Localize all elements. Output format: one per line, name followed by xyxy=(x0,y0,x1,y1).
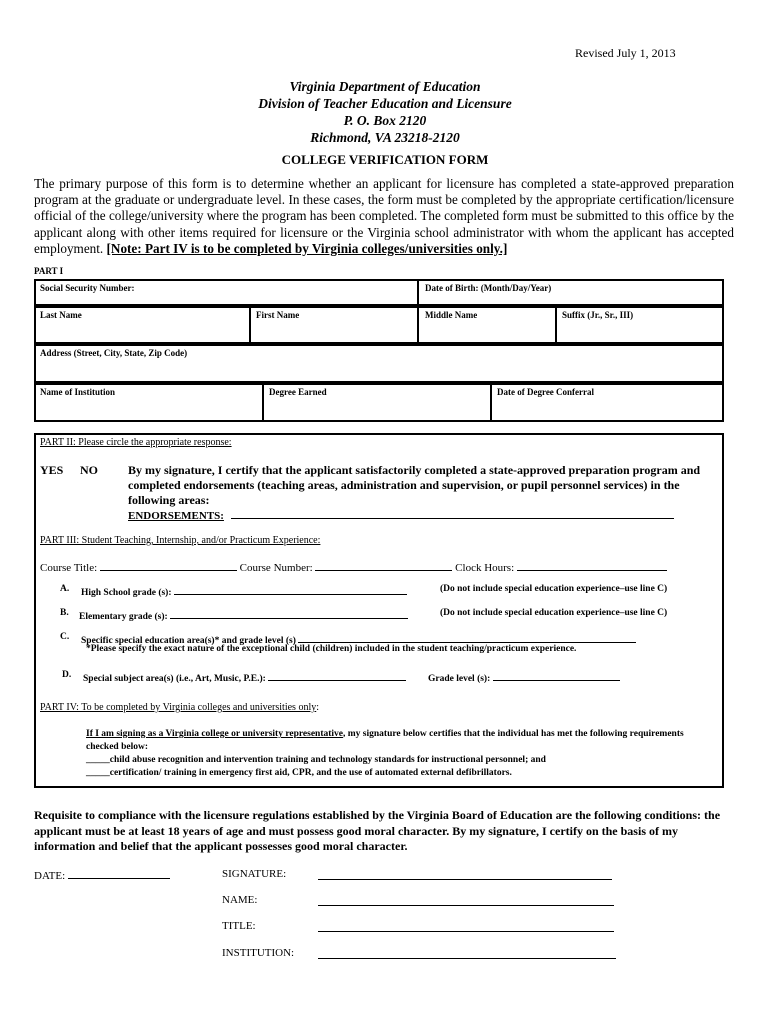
part4-lead: , my signature below certifies that the individual has met the following requirements checked below: xyxy=(86,729,684,752)
part4-statement xyxy=(86,728,706,754)
endorsements-input[interactable] xyxy=(231,508,674,519)
title-label: TITLE: xyxy=(222,920,256,932)
line-d-label: D. xyxy=(62,670,72,680)
line-a xyxy=(81,584,407,598)
clock-hours-input[interactable] xyxy=(517,560,667,571)
conferral-date-field[interactable]: Date of Degree Conferral xyxy=(497,387,595,397)
agency-name: Virginia Department of Education xyxy=(289,79,481,94)
dob-field[interactable]: Date of Birth: (Month/Day/Year) xyxy=(425,283,552,293)
institution-label: INSTITUTION: xyxy=(222,947,295,959)
special-ed-label: Specific special education area(s)* and grade level (s) xyxy=(81,636,296,646)
clock-hours-label: Clock Hours: xyxy=(455,562,515,574)
special-subject-input[interactable] xyxy=(268,670,406,681)
line-b-note: (Do not include special education experience–use line C) xyxy=(440,608,668,618)
course-number-label: Course Number: xyxy=(239,562,313,574)
institution-field[interactable]: Name of Institution xyxy=(40,387,116,397)
date-row xyxy=(34,868,170,882)
line-a-label: A. xyxy=(60,584,70,594)
endorsements-label: ENDORSEMENTS: xyxy=(128,510,224,522)
high-school-label: High School grade (s): xyxy=(81,588,172,598)
course-row xyxy=(40,560,720,574)
middle-name-field[interactable]: Middle Name xyxy=(425,310,478,320)
part4-heading-row: PART IV: To be completed by Virginia colleges and universities only: xyxy=(40,702,319,713)
intro-paragraph xyxy=(34,176,734,257)
special-subject-label: Special subject area(s) (i.e., Art, Music, P.E.): xyxy=(83,674,266,684)
revised-date: Revised July 1, 2013 xyxy=(575,46,676,60)
course-number-input[interactable] xyxy=(315,560,452,571)
line-d xyxy=(83,670,406,684)
division-name: Division of Teacher Education and Licensure xyxy=(258,96,512,111)
name-label: NAME: xyxy=(222,894,258,906)
course-title-input[interactable] xyxy=(100,560,237,571)
last-name-field[interactable]: Last Name xyxy=(40,310,82,320)
requisite-paragraph: Requisite to compliance with the licensure regulations established by the Virginia Board of Education are the following conditions: the applicant must be at least 18 years of age and must possess good moral character. By my signature, I certify on the basis of my information and belief that the applicant possesses good moral character. xyxy=(34,808,721,853)
high-school-input[interactable] xyxy=(174,584,407,595)
signature-input[interactable] xyxy=(318,879,612,880)
first-name-field[interactable]: First Name xyxy=(256,310,300,320)
yes-option[interactable]: YES xyxy=(40,463,64,477)
line-b-label: B. xyxy=(60,608,69,618)
line-b xyxy=(79,608,408,622)
requirement-child-abuse[interactable]: _____child abuse recognition and intervention training and technology standards for instructional personnel; and xyxy=(86,755,546,765)
part2-heading: PART II: Please circle the appropriate response: xyxy=(40,437,232,448)
no-option[interactable]: NO xyxy=(80,463,98,477)
part3-heading: PART III: Student Teaching, Internship, and/or Practicum Experience: xyxy=(40,535,321,546)
elementary-input[interactable] xyxy=(170,608,408,619)
line-c-label: C. xyxy=(60,632,70,642)
elementary-label: Elementary grade (s): xyxy=(79,612,168,622)
line-d-grade xyxy=(428,670,620,684)
degree-field[interactable]: Degree Earned xyxy=(269,387,327,397)
intro-note: [Note: Part IV is to be completed by Virginia colleges/universities only.] xyxy=(106,240,508,256)
po-box: P. O. Box 2120 xyxy=(343,113,427,128)
form-title: COLLEGE VERIFICATION FORM xyxy=(281,152,489,167)
part4-lead-underlined: If I am signing as a Virginia college or university representative xyxy=(86,729,344,739)
line-c-note: *Please specify the exact nature of the exceptional child (children) included in the student teaching/practicum experience. xyxy=(86,644,577,654)
signature-label: SIGNATURE: xyxy=(222,868,287,880)
date-label: DATE: xyxy=(34,870,66,882)
requirement-first-aid[interactable]: _____certification/ training in emergency first aid, CPR, and the use of automated external defibrillators. xyxy=(86,768,512,778)
certification-statement: By my signature, I certify that the applicant satisfactorily completed a state-approved preparation program and completed endorsements (teaching areas, administration and supervision, or pupil personnel services) in the following areas: xyxy=(128,463,701,507)
special-ed-input[interactable] xyxy=(298,632,636,643)
title-input[interactable] xyxy=(318,931,614,932)
endorsements-row xyxy=(128,508,674,522)
ssn-field[interactable]: Social Security Number: xyxy=(40,283,135,293)
course-title-label: Course Title: xyxy=(40,562,98,574)
date-input[interactable] xyxy=(68,868,170,879)
part1-row4 xyxy=(34,383,724,422)
line-a-note: (Do not include special education experience–use line C) xyxy=(440,584,668,594)
part4-heading: PART IV: To be completed by Virginia colleges and universities only xyxy=(40,702,317,713)
part1-label: PART I xyxy=(34,266,64,276)
name-input[interactable] xyxy=(318,905,614,906)
grade-level-label: Grade level (s): xyxy=(428,674,491,684)
suffix-field[interactable]: Suffix (Jr., Sr., III) xyxy=(562,310,634,320)
city-address: Richmond, VA 23218-2120 xyxy=(310,130,460,145)
address-field[interactable]: Address (Street, City, State, Zip Code) xyxy=(40,348,188,358)
intro-text: The primary purpose of this form is to determine whether an applicant for licensure has completed a state-approved preparation program at the graduate or undergraduate level. In these cases, the form must be completed by the appropriate certification/licensure official of the college/university where the program has been completed. The completed form must be submitted to this office by the applicant along with other items required for licensure or the Virginia school administrator with whom the applicant has accepted employment. xyxy=(34,176,734,256)
institution-input[interactable] xyxy=(318,958,616,959)
grade-level-input[interactable] xyxy=(493,670,620,681)
